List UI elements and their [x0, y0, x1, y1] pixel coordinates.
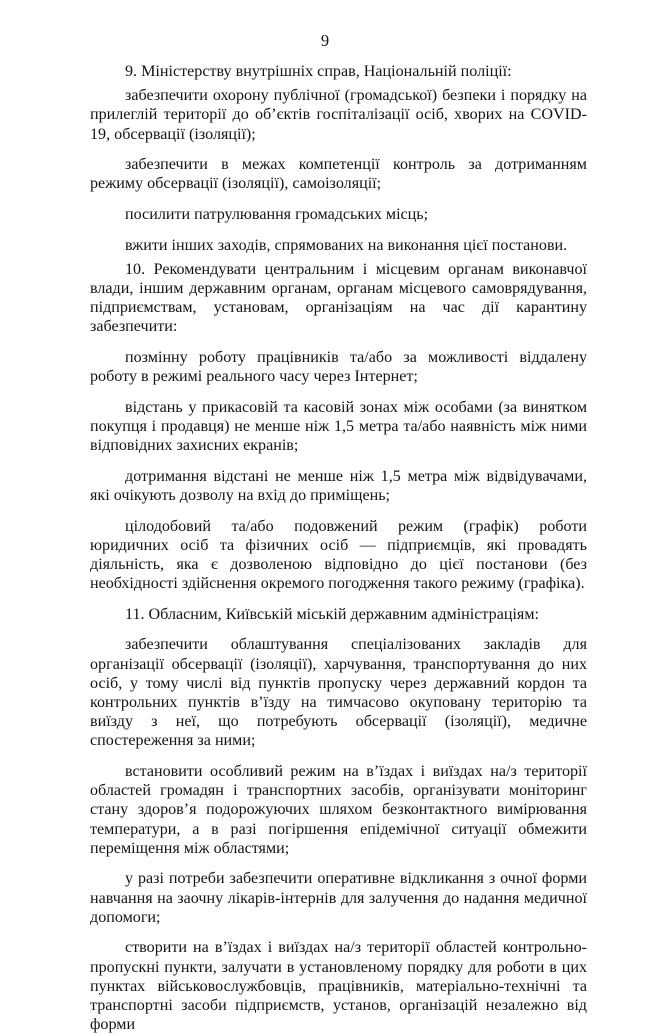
- paragraph: забезпечити облаштування спеціалізованих закладів для організації обсервації (ізоляції), харчування, транспортування до них осіб, у тому числі від пунктів пропуску через державний кордон та контрольних пунктів в’їзду на тимчасово окуповану територію та виїзду з неї, що потребують обсервації (ізоляції), медичне спостереження за ними;: [90, 636, 587, 750]
- paragraph: позмінну роботу працівників та/або за можливості віддалену роботу в режимі реального часу через Інтернет;: [90, 349, 587, 386]
- paragraph: дотримання відстані не менше ніж 1,5 метра між відвідувачами, які очікують дозволу на вхід до приміщень;: [90, 467, 587, 504]
- paragraph-item-10-heading: 10. Рекомендувати центральним і місцевим органам виконавчої влади, іншим державним органам, органам місцевого самоврядування, підприємствам, установам, організаціям на час дії карантину забезпечити:: [90, 260, 587, 336]
- paragraph-item-11-heading: 11. Обласним, Київській міській державним адміністраціям:: [125, 605, 539, 623]
- paragraph: вжити інших заходів, спрямованих на виконання цієї постанови.: [125, 236, 568, 254]
- paragraph-item-9-heading: 9. Міністерству внутрішніх справ, Національній поліції:: [125, 63, 512, 80]
- paragraph: посилити патрулювання громадських місць;: [125, 206, 429, 223]
- paragraph: встановити особливий режим на в’їздах і виїздах на/з території областей громадян і транспортних засобів, організувати моніторинг стану здоров’я подорожуючих шляхом безконтактного вимірювання температури, а в разі погіршення епідемічної ситуації обмежити переміщення між областями;: [90, 763, 587, 857]
- document-body: [90, 62, 587, 1034]
- page-number: 9: [320, 31, 330, 50]
- paragraph: у разі потреби забезпечити оперативне відкликання з очної форми навчання на заочну лікарів-інтернів для залучення до надання медичної допомоги;: [90, 870, 587, 926]
- paragraph: забезпечити охорону публічної (громадської) безпеки і порядку на прилеглій території до об’єктів госпіталізації осіб, хворих на COVID-19, обсервації (ізоляції);: [90, 87, 587, 143]
- paragraph: відстань у прикасовій та касовій зонах між особами (за винятком покупця і продавця) не менше ніж 1,5 метра та/або наявність між ними відповідних захисних екранів;: [90, 398, 587, 455]
- paragraph: створити на в’їздах і виїздах на/з території областей контрольно-пропускні пункти, залучати в установленому порядку для роботи в цих пунктах військовослужбовців, працівників, матеріально-технічні та транспортні засоби підприємств, установ, організацій незалежно від форми: [90, 939, 587, 1034]
- paragraph: цілодобовий та/або подовжений режим (графік) роботи юридичних осіб та фізичних осіб — підприємців, які провадять діяльність, яка є дозволеною відповідно до цієї постанови (без необхідності здійснення окремого погодження такого режиму (графіка).: [90, 517, 587, 593]
- paragraph: забезпечити в межах компетенції контроль за дотриманням режиму обсервації (ізоляції), самоізоляції;: [90, 156, 587, 193]
